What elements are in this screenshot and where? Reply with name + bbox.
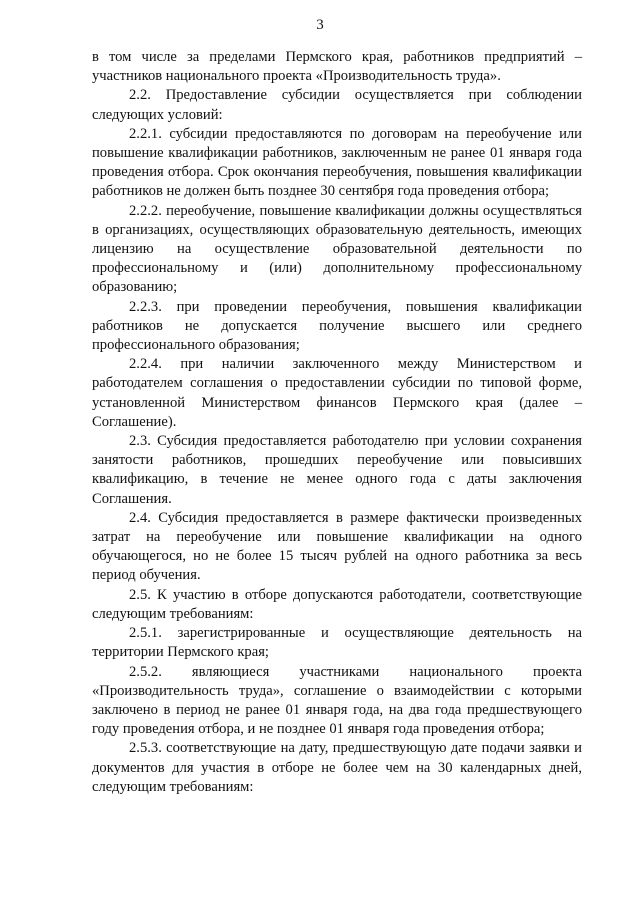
document-body — [92, 48, 582, 797]
paragraph-2-4: 2.4. Субсидия предоставляется в размере фактически произведенных затрат на переобучение или повышение квалификации на одного обучающегося, но не более 15 тысяч рублей на одного работника за весь период обучения. — [92, 509, 582, 584]
paragraph-2-2-3: 2.2.3. при проведении переобучения, повышения квалификации работников не допускается получение высшего или среднего профессионального образования; — [92, 298, 582, 354]
paragraph-2-5-1: 2.5.1. зарегистрированные и осуществляющие деятельность на территории Пермского края; — [92, 625, 582, 661]
page-number: 3 — [316, 17, 324, 33]
paragraph-continuation: в том числе за пределами Пермского края, работников предприятий – участников национального проекта «Производительность труда». — [92, 49, 582, 85]
paragraph-2-3: 2.3. Субсидия предоставляется работодателю при условии сохранения занятости работников, прошедших переобучение или повысивших квалификацию, в течение не менее одного года с даты заключения Соглашения. — [92, 433, 582, 507]
paragraph-2-2-2: 2.2.2. переобучение, повышение квалификации должны осуществляться в организациях, осуществляющих образовательную деятельность, имеющих лицензию на осуществление образовательной деятельности по профессиональному и (или) дополнительному профессиональному образованию; — [92, 202, 582, 296]
paragraph-2-5: 2.5. К участию в отборе допускаются работодатели, соответствующие следующим требованиям: — [92, 586, 582, 622]
paragraph-2-2-4: 2.2.4. при наличии заключенного между Министерством и работодателем соглашения о предоставлении субсидии по типовой форме, установленной Министерством финансов Пермского края (далее – Соглашение). — [92, 356, 582, 430]
paragraph-2-5-2: 2.5.2. являющиеся участниками национального проекта «Производительность труда», соглашение о взаимодействии с которыми заключено в период не ранее 01 января года, на два года предшествующего году проведения отбора, и не позднее 01 января года проведения отбора; — [92, 663, 582, 738]
paragraph-2-2: 2.2. Предоставление субсидии осуществляется при соблюдении следующих условий: — [92, 87, 582, 123]
paragraph-2-2-1: 2.2.1. субсидии предоставляются по договорам на переобучение или повышение квалификации работников, заключенным не ранее 01 января года проведения отбора. Срок окончания переобучения, повышения квалификации работников не должен быть позднее 30 сентября года проведения отбора; — [92, 125, 582, 200]
paragraph-2-5-3: 2.5.3. соответствующие на дату, предшествующую дате подачи заявки и документов для участия в отборе не более чем на 30 календарных дней, следующим требованиям: — [92, 740, 582, 795]
